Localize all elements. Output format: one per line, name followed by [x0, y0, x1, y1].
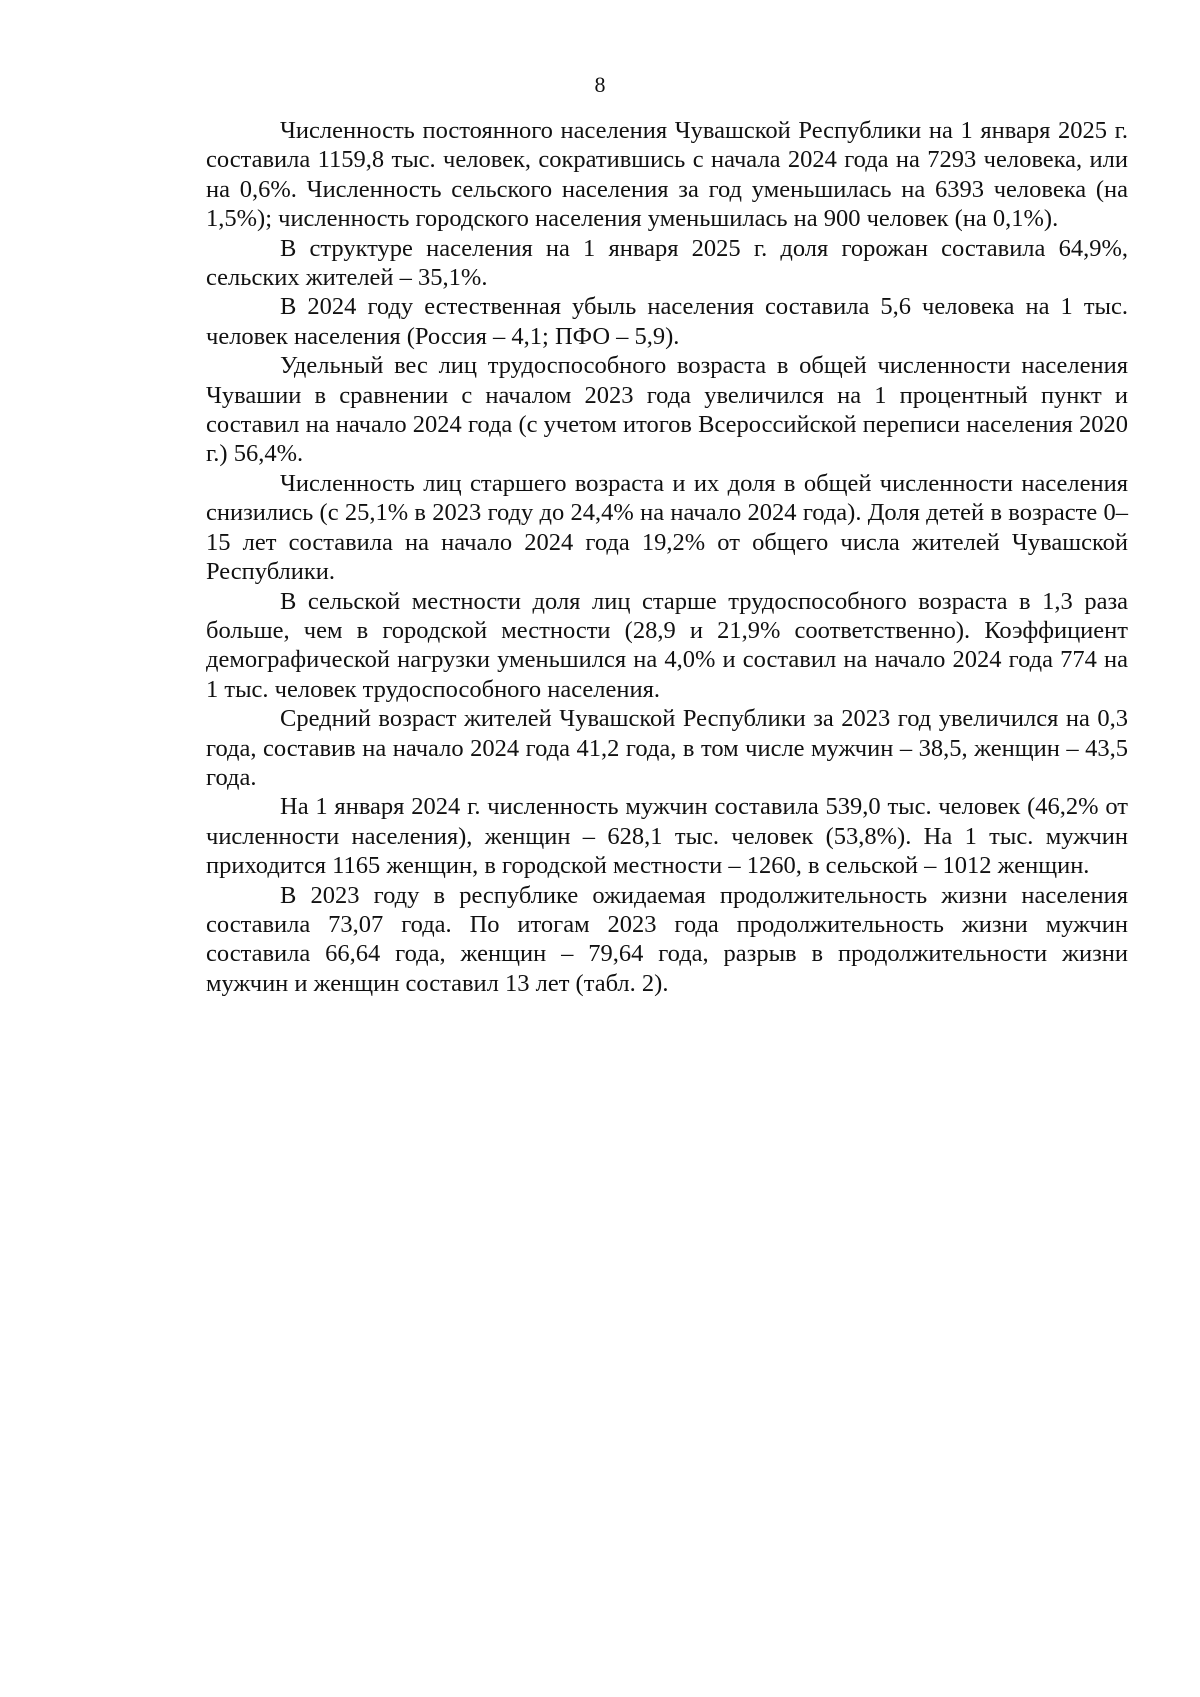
- paragraph-natural-decrease: В 2024 году естественная убыль населения составила 5,6 человека на 1 тыс. человек населения (Россия – 4,1; ПФО – 5,9).: [206, 293, 1128, 350]
- paragraph-working-age: Удельный вес лиц трудоспособного возраста в общей численности населения Чувашии в сравнении с началом 2023 года увеличился на 1 процентный пункт и составил на начало 2024 года (с учетом итогов Всероссийской переписи населения 2020 г.) 56,4%.: [206, 352, 1128, 468]
- paragraph-life-expectancy: В 2023 году в республике ожидаемая продолжительность жизни населения составила 73,07 года. По итогам 2023 года продолжительность жизни мужчин составила 66,64 года, женщин – 79,64 года, разрыв в продолжительности жизни мужчин и женщин составил 13 лет (табл. 2).: [206, 881, 1128, 997]
- paragraph-population-structure: В структуре населения на 1 января 2025 г. доля горожан составила 64,9%, сельских жителей – 35,1%.: [206, 234, 1128, 292]
- page-number: 8: [594, 72, 606, 97]
- paragraph-rural-urban: В сельской местности доля лиц старше трудоспособного возраста в 1,3 раза больше, чем в городской местности (28,9 и 21,9% соответственно). Коэффициент демографической нагрузки уменьшился на 4,0% и составил на начало 2024 года 774 на 1 тыс. человек трудоспособного населения.: [206, 587, 1128, 703]
- paragraph-population-total: Численность постоянного населения Чувашской Республики на 1 января 2025 г. составила 1159,8 тыс. человек, сократившись с начала 2024 года на 7293 человека, или на 0,6%. Численность сельского населения за год уменьшилась на 6393 человека (на 1,5%); численность городского населения уменьшилась на 900 человек (на 0,1%).: [206, 117, 1128, 233]
- body-text: [206, 116, 1128, 998]
- paragraph-gender: На 1 января 2024 г. численность мужчин составила 539,0 тыс. человек (46,2% от численности населения), женщин – 628,1 тыс. человек (53,8%). На 1 тыс. мужчин приходится 1165 женщин, в городской местности – 1260, в сельской – 1012 женщин.: [206, 793, 1128, 880]
- paragraph-older-age: Численность лиц старшего возраста и их доля в общей численности населения снизились (с 25,1% в 2023 году до 24,4% на начало 2024 года). Доля детей в возрасте 0–15 лет составила на начало 2024 года 19,2% от общего числа жителей Чувашской Республики.: [206, 469, 1128, 586]
- paragraph-average-age: Средний возраст жителей Чувашской Республики за 2023 год увеличился на 0,3 года, составив на начало 2024 года 41,2 года, в том числе мужчин – 38,5, женщин – 43,5 года.: [206, 705, 1128, 791]
